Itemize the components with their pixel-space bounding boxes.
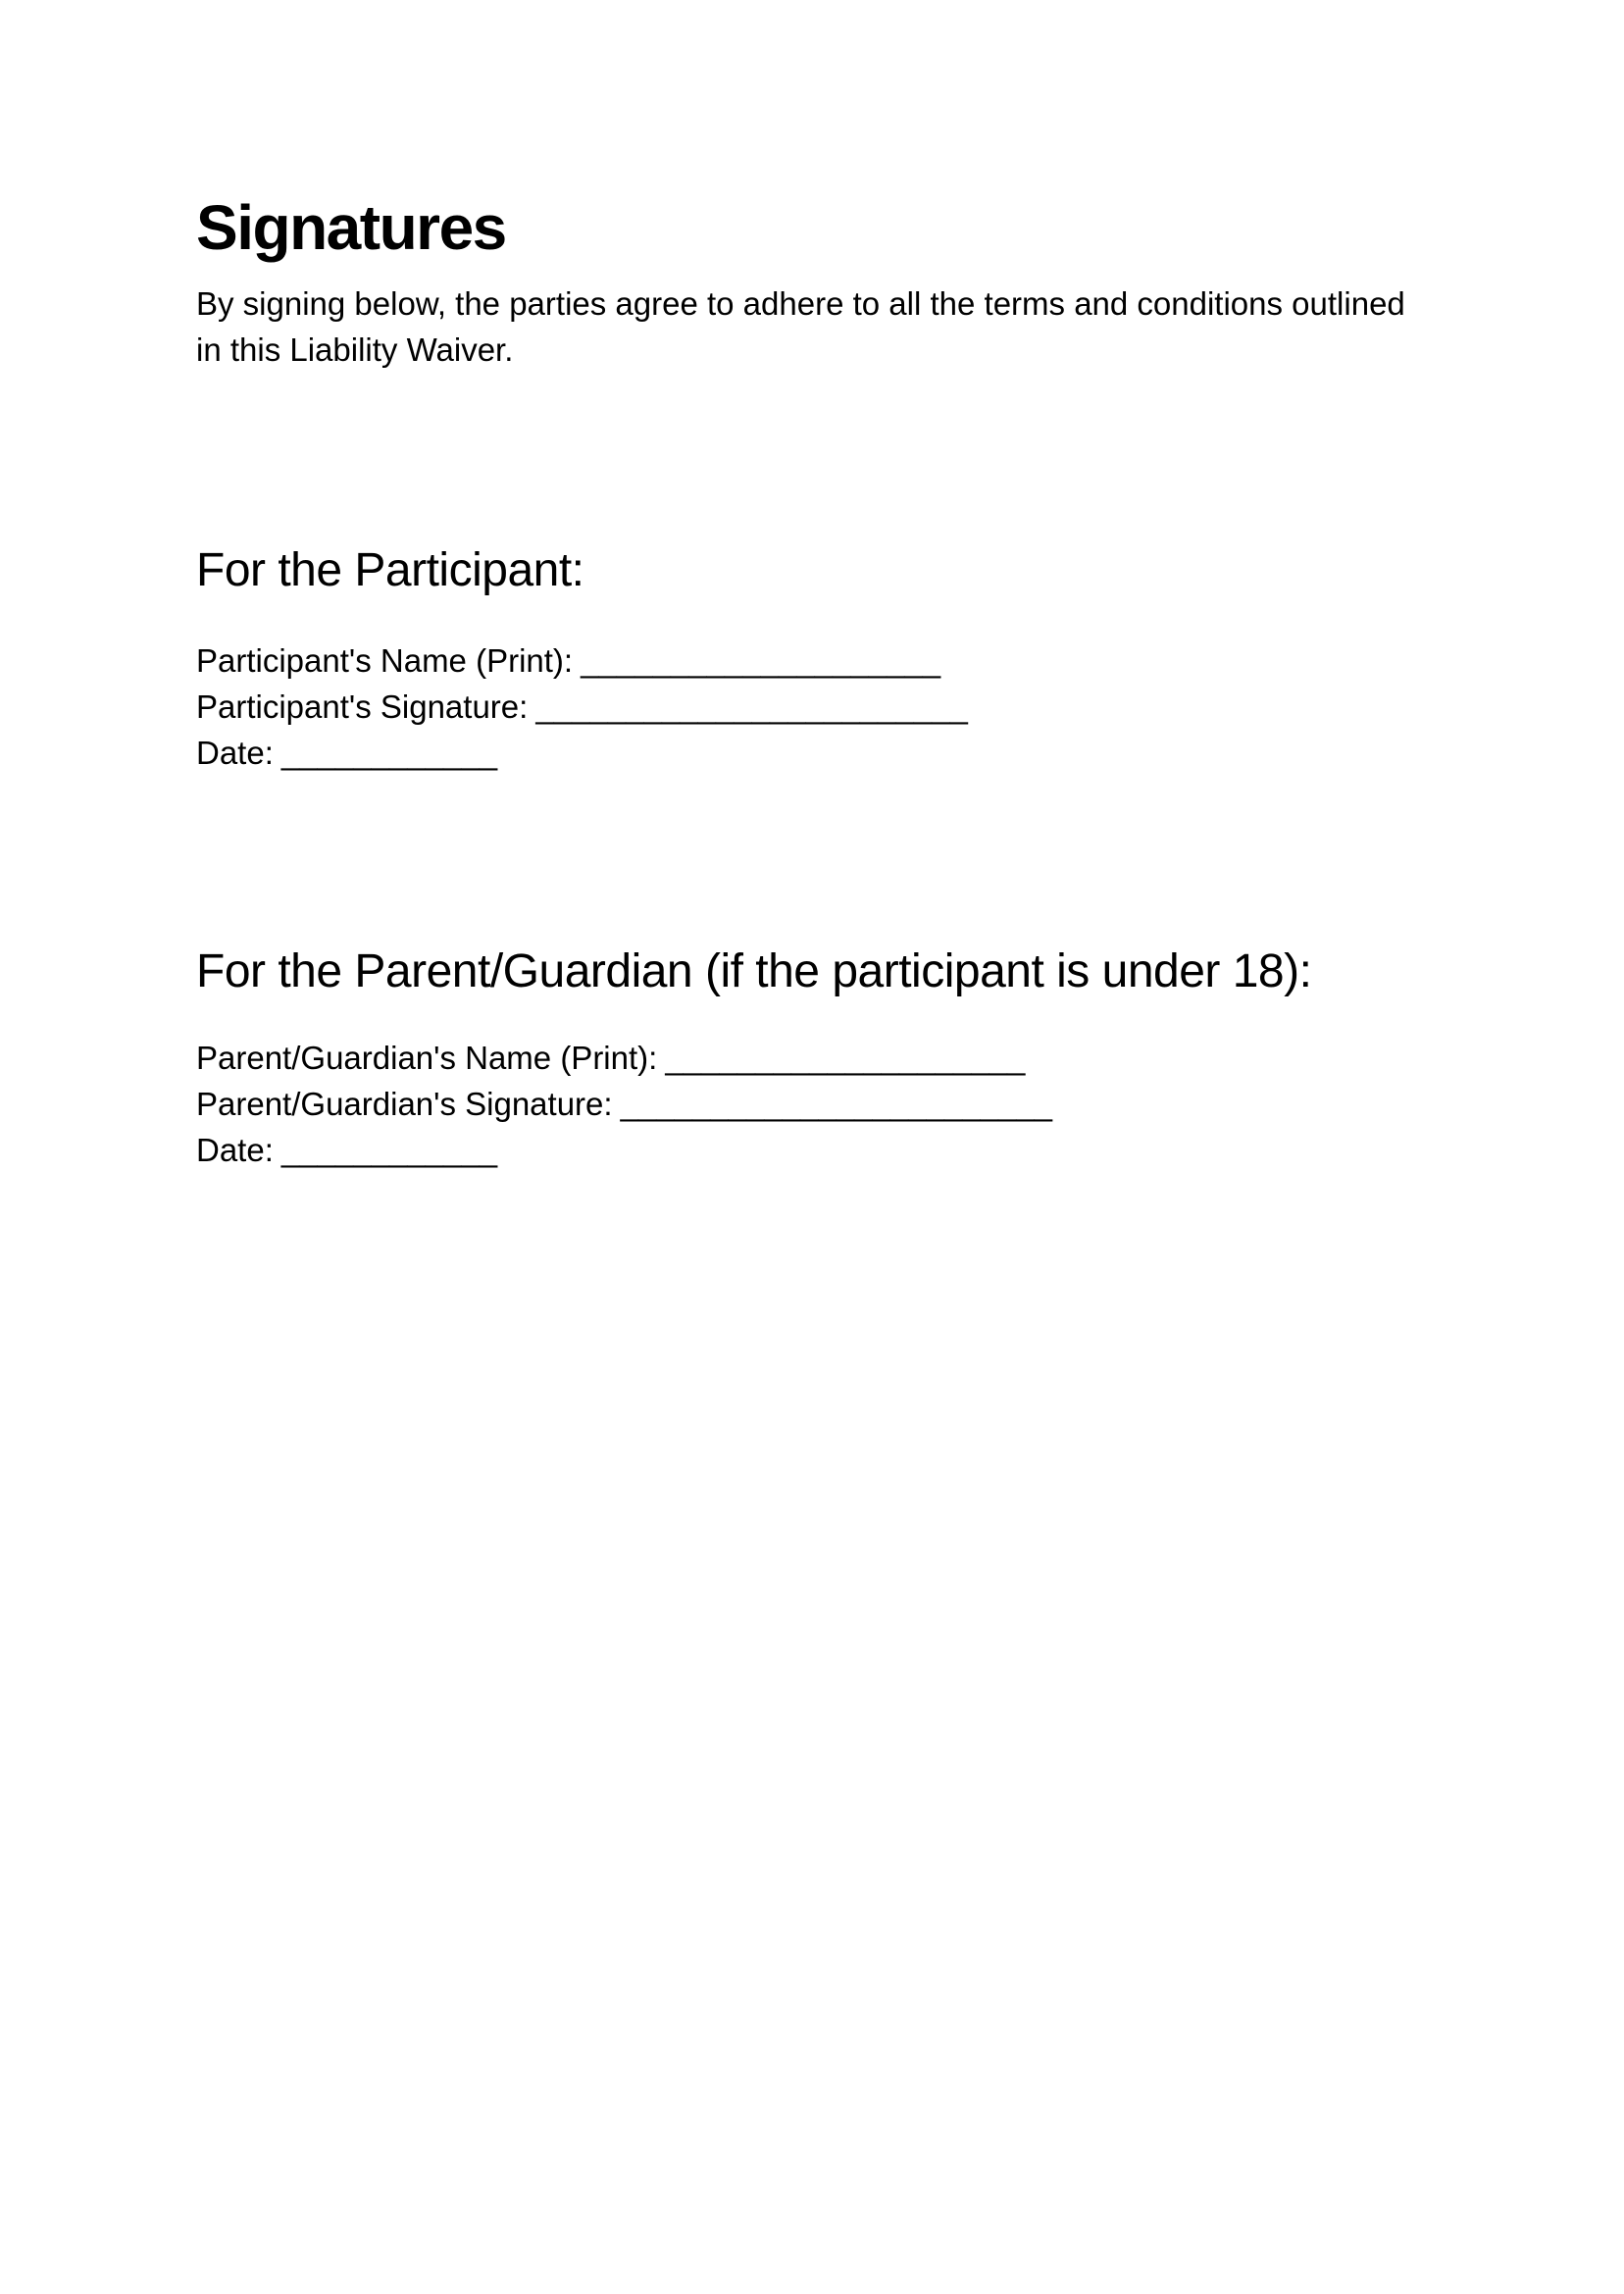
participant-date-row [196, 730, 1428, 776]
participant-fields [196, 637, 1428, 776]
parent-signature-blank-line: ________________________ [620, 1086, 1053, 1122]
parent-date-label: Date: [196, 1132, 274, 1168]
parent-signature-label: Parent/Guardian's Signature: [196, 1086, 613, 1122]
parent-date-row [196, 1127, 1428, 1173]
participant-signature-blank-line: ________________________ [535, 688, 968, 725]
participant-date-blank-line: ____________ [280, 735, 498, 771]
participant-date-label: Date: [196, 735, 274, 771]
participant-name-label: Participant's Name (Print): [196, 642, 574, 679]
parent-guardian-fields [196, 1035, 1428, 1173]
participant-name-blank-line: ____________________ [581, 642, 941, 679]
parent-signature-row [196, 1081, 1428, 1127]
intro-paragraph: By signing below, the parties agree to adhere to all the terms and conditions outlined in this Liability Waiver. [196, 285, 1405, 368]
section-heading-parent-guardian: For the Parent/Guardian (if the participant is under 18): [196, 945, 1312, 997]
parent-name-label: Parent/Guardian's Name (Print): [196, 1040, 658, 1076]
parent-name-row [196, 1035, 1428, 1081]
participant-signature-row [196, 684, 1428, 730]
parent-name-blank-line: ____________________ [665, 1040, 1026, 1076]
participant-name-row [196, 637, 1428, 684]
participant-signature-label: Participant's Signature: [196, 688, 529, 725]
page-title: Signatures [196, 192, 506, 263]
parent-date-blank-line: ____________ [280, 1132, 498, 1168]
section-heading-participant: For the Participant: [196, 544, 584, 596]
